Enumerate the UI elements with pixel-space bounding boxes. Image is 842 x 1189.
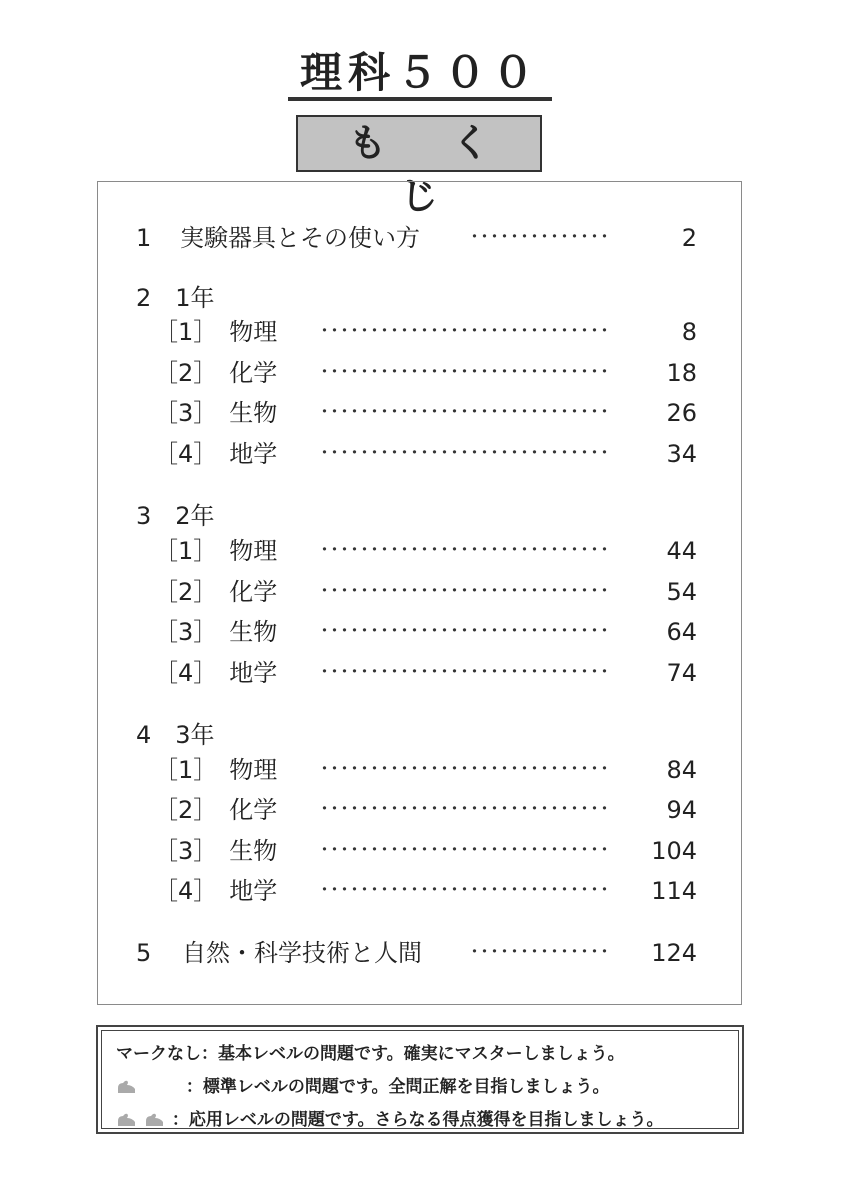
leader-dots: ･････････････････････････････ bbox=[320, 443, 610, 464]
toc-entry-5[interactable] bbox=[98, 936, 743, 970]
entry-page: 84 bbox=[666, 756, 697, 784]
leader-dots: ･････････････････････････････ bbox=[320, 621, 610, 642]
entry-label: ［4］ 地学 bbox=[154, 659, 278, 687]
flexed-arm-icon bbox=[116, 1079, 138, 1095]
entry-page: 26 bbox=[666, 399, 697, 427]
entry-label: ［3］ 生物 bbox=[154, 618, 278, 646]
toc-entry[interactable] bbox=[98, 656, 743, 690]
leader-dots: ･････････････････････････････ bbox=[320, 799, 610, 820]
toc-entry[interactable] bbox=[98, 534, 743, 568]
leader-dots: ･････････････････････････････ bbox=[320, 662, 610, 683]
leader-dots: ･････････････････････････････ bbox=[320, 759, 610, 780]
legend-text-standard: ：標準レベルの問題です。全問正解を目指しましょう。 bbox=[185, 1077, 610, 1097]
legend-line-advanced bbox=[116, 1106, 663, 1134]
legend-text-advanced: ：応用レベルの問題です。さらなる得点獲得を目指しましょう。 bbox=[171, 1110, 664, 1130]
entry-number: 1 bbox=[136, 224, 152, 252]
entry-page: 8 bbox=[681, 318, 697, 346]
entry-page: 18 bbox=[666, 359, 697, 387]
toc-entry[interactable] bbox=[98, 793, 743, 827]
toc-entry-1[interactable] bbox=[98, 221, 743, 255]
toc-entry[interactable] bbox=[98, 874, 743, 908]
entry-page: 104 bbox=[651, 837, 697, 865]
toc-entry[interactable] bbox=[98, 575, 743, 609]
flexed-arm-icon bbox=[116, 1112, 138, 1128]
toc-entry[interactable] bbox=[98, 615, 743, 649]
toc-entry[interactable] bbox=[98, 753, 743, 787]
leader-dots: ･････････････････････････････ bbox=[320, 581, 610, 602]
toc-entry[interactable] bbox=[98, 396, 743, 430]
contents-heading: も く じ bbox=[296, 115, 542, 172]
toc-entry[interactable] bbox=[98, 834, 743, 868]
leader-dots: ･････････････････････････････ bbox=[320, 402, 610, 423]
entry-page: 74 bbox=[666, 659, 697, 687]
entry-page: 44 bbox=[666, 537, 697, 565]
entry-label: ［2］ 化学 bbox=[154, 359, 278, 387]
leader-dots: ･････････････････････････････ bbox=[320, 840, 610, 861]
entry-page: 64 bbox=[666, 618, 697, 646]
flexed-arm-icon bbox=[144, 1112, 166, 1128]
section-heading-grade2: 3 2年 bbox=[136, 502, 215, 530]
entry-label: ［1］ 物理 bbox=[154, 756, 278, 784]
title-underline bbox=[288, 97, 552, 101]
entry-number: 5 bbox=[136, 939, 152, 967]
toc-entry[interactable] bbox=[98, 437, 743, 471]
entry-page: 94 bbox=[666, 796, 697, 824]
entry-label: ［2］ 化学 bbox=[154, 578, 278, 606]
difficulty-legend bbox=[96, 1025, 744, 1134]
entry-page: 34 bbox=[666, 440, 697, 468]
entry-page: 54 bbox=[666, 578, 697, 606]
leader-dots: ･････････････････････････････ bbox=[320, 321, 610, 342]
legend-inner-frame bbox=[101, 1030, 739, 1129]
leader-dots: ･････････････････････････････ bbox=[320, 540, 610, 561]
leader-dots: ･････････････････････････････ bbox=[320, 880, 610, 901]
legend-line-basic: マークなし：基本レベルの問題です。確実にマスターしましょう。 bbox=[116, 1044, 625, 1064]
entry-label: ［4］ 地学 bbox=[154, 877, 278, 905]
entry-label: ［4］ 地学 bbox=[154, 440, 278, 468]
entry-label: ［1］ 物理 bbox=[154, 318, 278, 346]
entry-label: ［3］ 生物 bbox=[154, 399, 278, 427]
leader-dots: ･･････････････ bbox=[470, 942, 610, 963]
entry-page: 2 bbox=[681, 224, 697, 252]
leader-dots: ･･････････････ bbox=[470, 227, 610, 248]
table-of-contents bbox=[97, 181, 742, 1005]
entry-label: ［3］ 生物 bbox=[154, 837, 278, 865]
section-heading-grade3: 4 3年 bbox=[136, 721, 215, 749]
section-heading-grade1: 2 1年 bbox=[136, 284, 215, 312]
entry-page: 114 bbox=[651, 877, 697, 905]
toc-entry[interactable] bbox=[98, 315, 743, 349]
entry-label: ［1］ 物理 bbox=[154, 537, 278, 565]
leader-dots: ･････････････････････････････ bbox=[320, 362, 610, 383]
toc-entry[interactable] bbox=[98, 356, 743, 390]
entry-label: ［2］ 化学 bbox=[154, 796, 278, 824]
entry-page: 124 bbox=[651, 939, 697, 967]
page-title: 理科５００ bbox=[299, 48, 540, 97]
entry-label: 自然・科学技術と人間 bbox=[182, 939, 422, 967]
entry-label: 実験器具とその使い方 bbox=[180, 224, 420, 252]
legend-line-standard bbox=[116, 1073, 609, 1101]
